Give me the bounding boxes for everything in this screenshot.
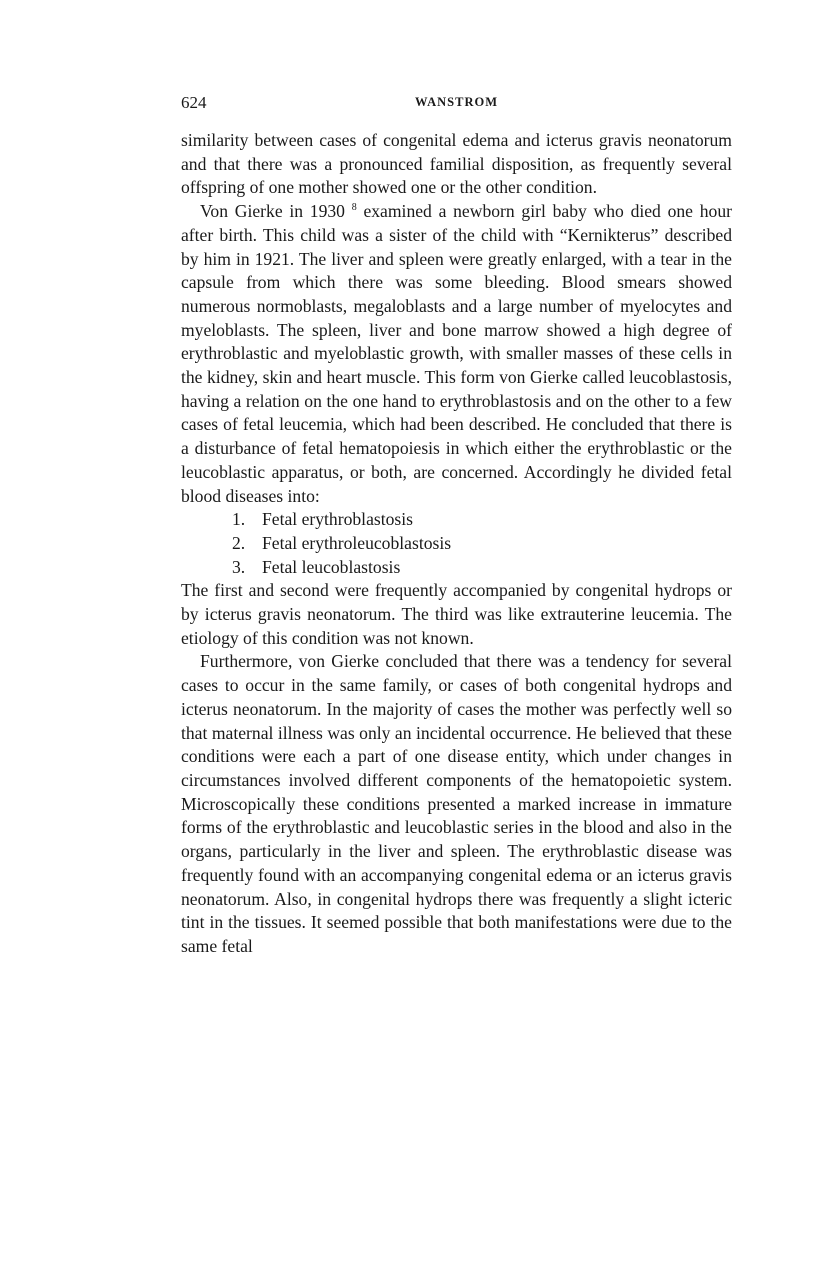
list-item <box>232 508 732 532</box>
page-header <box>181 93 732 117</box>
paragraph-furthermore: Furthermore, von Gierke concluded that there was a tendency for several cases to occur in the same family, or cases of both congenital hydrops and icterus neonatorum. In the majority of cases the mother was perfectly well so that maternal illness was only an incidental occurrence. He believed that these conditions were each a part of one disease entity, which under changes in circumstances involved different components of the hematopoietic system. Microscopically these conditions presented a marked increase in immature forms of the erythroblastic and leucoblastic series in the blood and also in the organs, particularly in the liver and spleen. The erythroblastic disease was frequently found with an accompanying congenital edema or an icterus gravis neonatorum. Also, in congenital hydrops there was frequently a slight icteric tint in the tissues. It seemed possible that both manifestations were due to the same fetal <box>181 651 732 956</box>
paragraph-after-list: The first and second were frequently accompanied by congenital hydrops or by icterus gravis neonatorum. The third was like extrauterine leucemia. The etiology of this condition was not known. <box>181 580 732 648</box>
paragraph-text: Von Gierke in 1930 <box>200 201 352 222</box>
list-item <box>232 532 732 556</box>
paragraph-text: examined a newborn girl baby who died one hour after birth. This child was a sister of the child with “Kernikterus” described by him in 1921. The liver and spleen were greatly enlarged, with a tear in the capsule from which there was some bleeding. Blood smears showed numerous normoblasts, megaloblasts and a large number of myelocytes and myeloblasts. The spleen, liver and bone marrow showed a high degree of erythroblastic and myeloblastic growth, with smaller masses of these cells in the kidney, skin and heart muscle. This form von Gierke called leucoblastosis, having a relation on the one hand to erythroblastosis and on the other to a few cases of fetal leucemia, which had been described. He concluded that there is a disturbance of fetal hematopoiesis in which either the erythroblastic or the leucoblastic apparatus, or both, are concerned. Accordingly he divided fetal blood diseases into: <box>181 201 732 506</box>
list-item-number: 2. <box>232 532 246 553</box>
list-item-number: 3. <box>232 556 246 577</box>
disease-classification-list <box>181 508 732 579</box>
page-number: 624 <box>181 93 207 112</box>
list-item <box>232 556 732 580</box>
list-item-text: Fetal leucoblastosis <box>262 556 401 577</box>
paragraph-continuation: similarity between cases of congenital edema and icterus gravis neonatorum and that there was a pronounced familial disposition, as frequently several offspring of one mother showed one or the other condition. <box>181 130 732 198</box>
list-item-text: Fetal erythroblastosis <box>262 509 413 530</box>
body-text <box>181 129 732 959</box>
reference-superscript: 8 <box>351 202 357 214</box>
running-head: WANSTROM <box>414 95 498 109</box>
book-page <box>181 93 732 959</box>
list-item-number: 1. <box>232 509 246 530</box>
list-item-text: Fetal erythroleucoblastosis <box>262 532 452 553</box>
paragraph-von-gierke-1930 <box>181 200 732 508</box>
